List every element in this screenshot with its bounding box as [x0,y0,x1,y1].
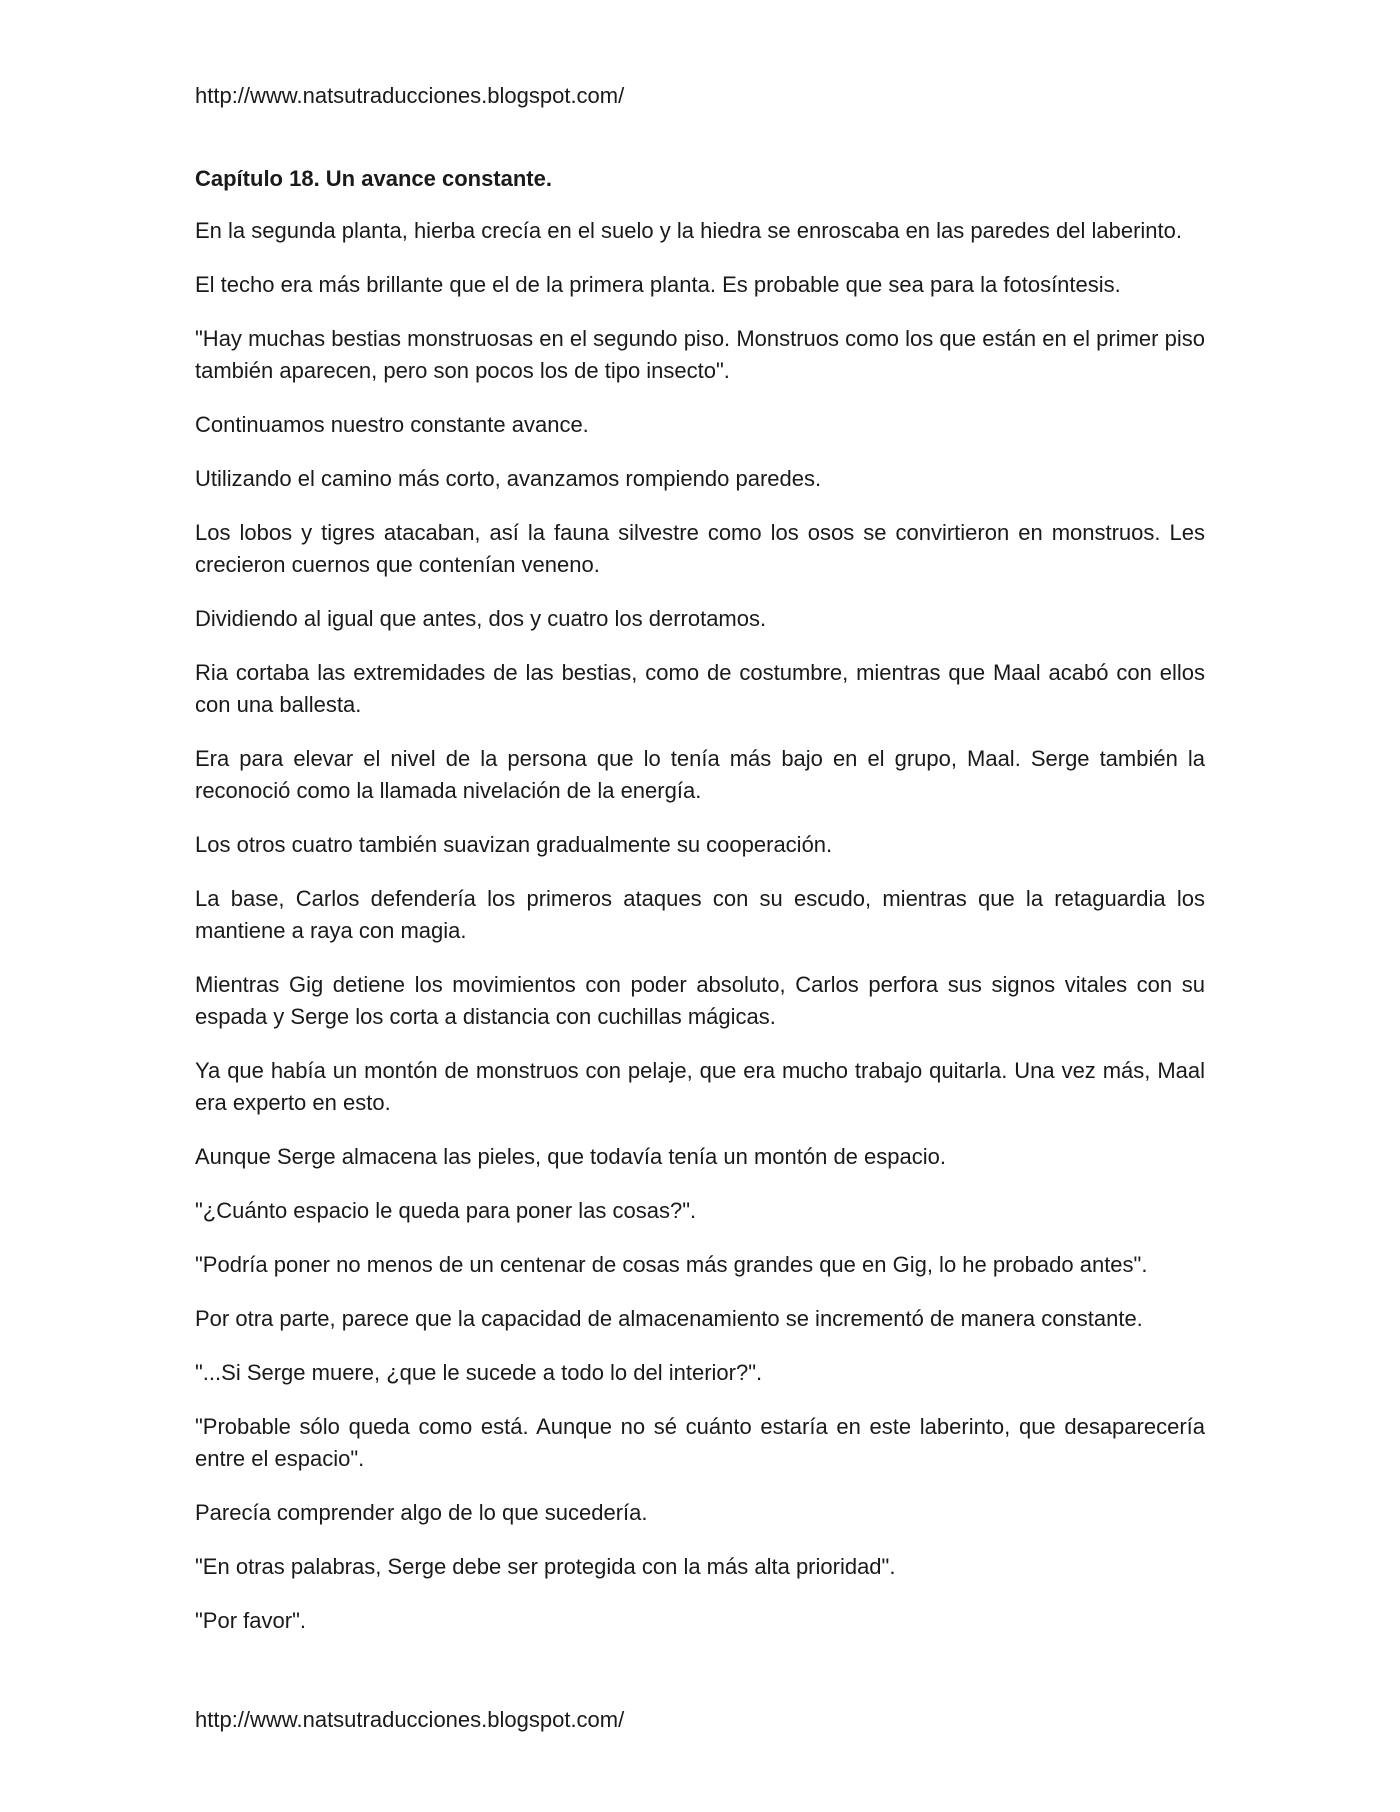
paragraph: "En otras palabras, Serge debe ser protegida con la más alta prioridad". [195,1554,896,1579]
paragraph: En la segunda planta, hierba crecía en el suelo y la hiedra se enroscaba en las paredes del laberinto. [195,218,1182,243]
footer-url: http://www.natsutraducciones.blogspot.com/ [195,1707,625,1732]
paragraph: La base, Carlos defendería los primeros ataques con su escudo, mientras que la retaguardia los mantiene a raya con magia. [195,886,1205,943]
paragraph: "¿Cuánto espacio le queda para poner las cosas?". [195,1198,697,1223]
chapter-content [195,163,1205,1659]
paragraph: Era para elevar el nivel de la persona que lo tenía más bajo en el grupo, Maal. Serge también la reconoció como la llamada nivelación de la energía. [195,746,1205,803]
paragraph: Ya que había un montón de monstruos con pelaje, que era mucho trabajo quitarla. Una vez más, Maal era experto en esto. [195,1058,1205,1115]
paragraph: "Hay muchas bestias monstruosas en el segundo piso. Monstruos como los que están en el primer piso también aparecen, pero son pocos los de tipo insecto". [195,326,1205,383]
paragraph: Los otros cuatro también suavizan gradualmente su cooperación. [195,832,833,857]
paragraph: Por otra parte, parece que la capacidad de almacenamiento se incrementó de manera constante. [195,1306,1143,1331]
paragraph: Parecía comprender algo de lo que sucedería. [195,1500,648,1525]
paragraph: Mientras Gig detiene los movimientos con poder absoluto, Carlos perfora sus signos vitales con su espada y Serge los corta a distancia con cuchillas mágicas. [195,972,1205,1029]
paragraph: "Podría poner no menos de un centenar de cosas más grandes que en Gig, lo he probado antes". [195,1252,1148,1277]
paragraph: "...Si Serge muere, ¿que le sucede a todo lo del interior?". [195,1360,763,1385]
paragraph: Aunque Serge almacena las pieles, que todavía tenía un montón de espacio. [195,1144,946,1169]
chapter-title: Capítulo 18. Un avance constante. [195,166,552,191]
paragraph: "Por favor". [195,1608,306,1633]
document-page [195,0,1205,1812]
header-url: http://www.natsutraducciones.blogspot.com/ [195,83,625,108]
paragraph: Utilizando el camino más corto, avanzamos rompiendo paredes. [195,466,822,491]
paragraph: Continuamos nuestro constante avance. [195,412,589,437]
paragraph: Los lobos y tigres atacaban, así la fauna silvestre como los osos se convirtieron en monstruos. Les crecieron cuernos que contenían veneno. [195,520,1205,577]
paragraph: Ria cortaba las extremidades de las bestias, como de costumbre, mientras que Maal acabó con ellos con una ballesta. [195,660,1205,717]
paragraph: Dividiendo al igual que antes, dos y cuatro los derrotamos. [195,606,767,631]
paragraph: "Probable sólo queda como está. Aunque no sé cuánto estaría en este laberinto, que desaparecería entre el espacio". [195,1414,1205,1471]
paragraph: El techo era más brillante que el de la primera planta. Es probable que sea para la fotosíntesis. [195,272,1121,297]
